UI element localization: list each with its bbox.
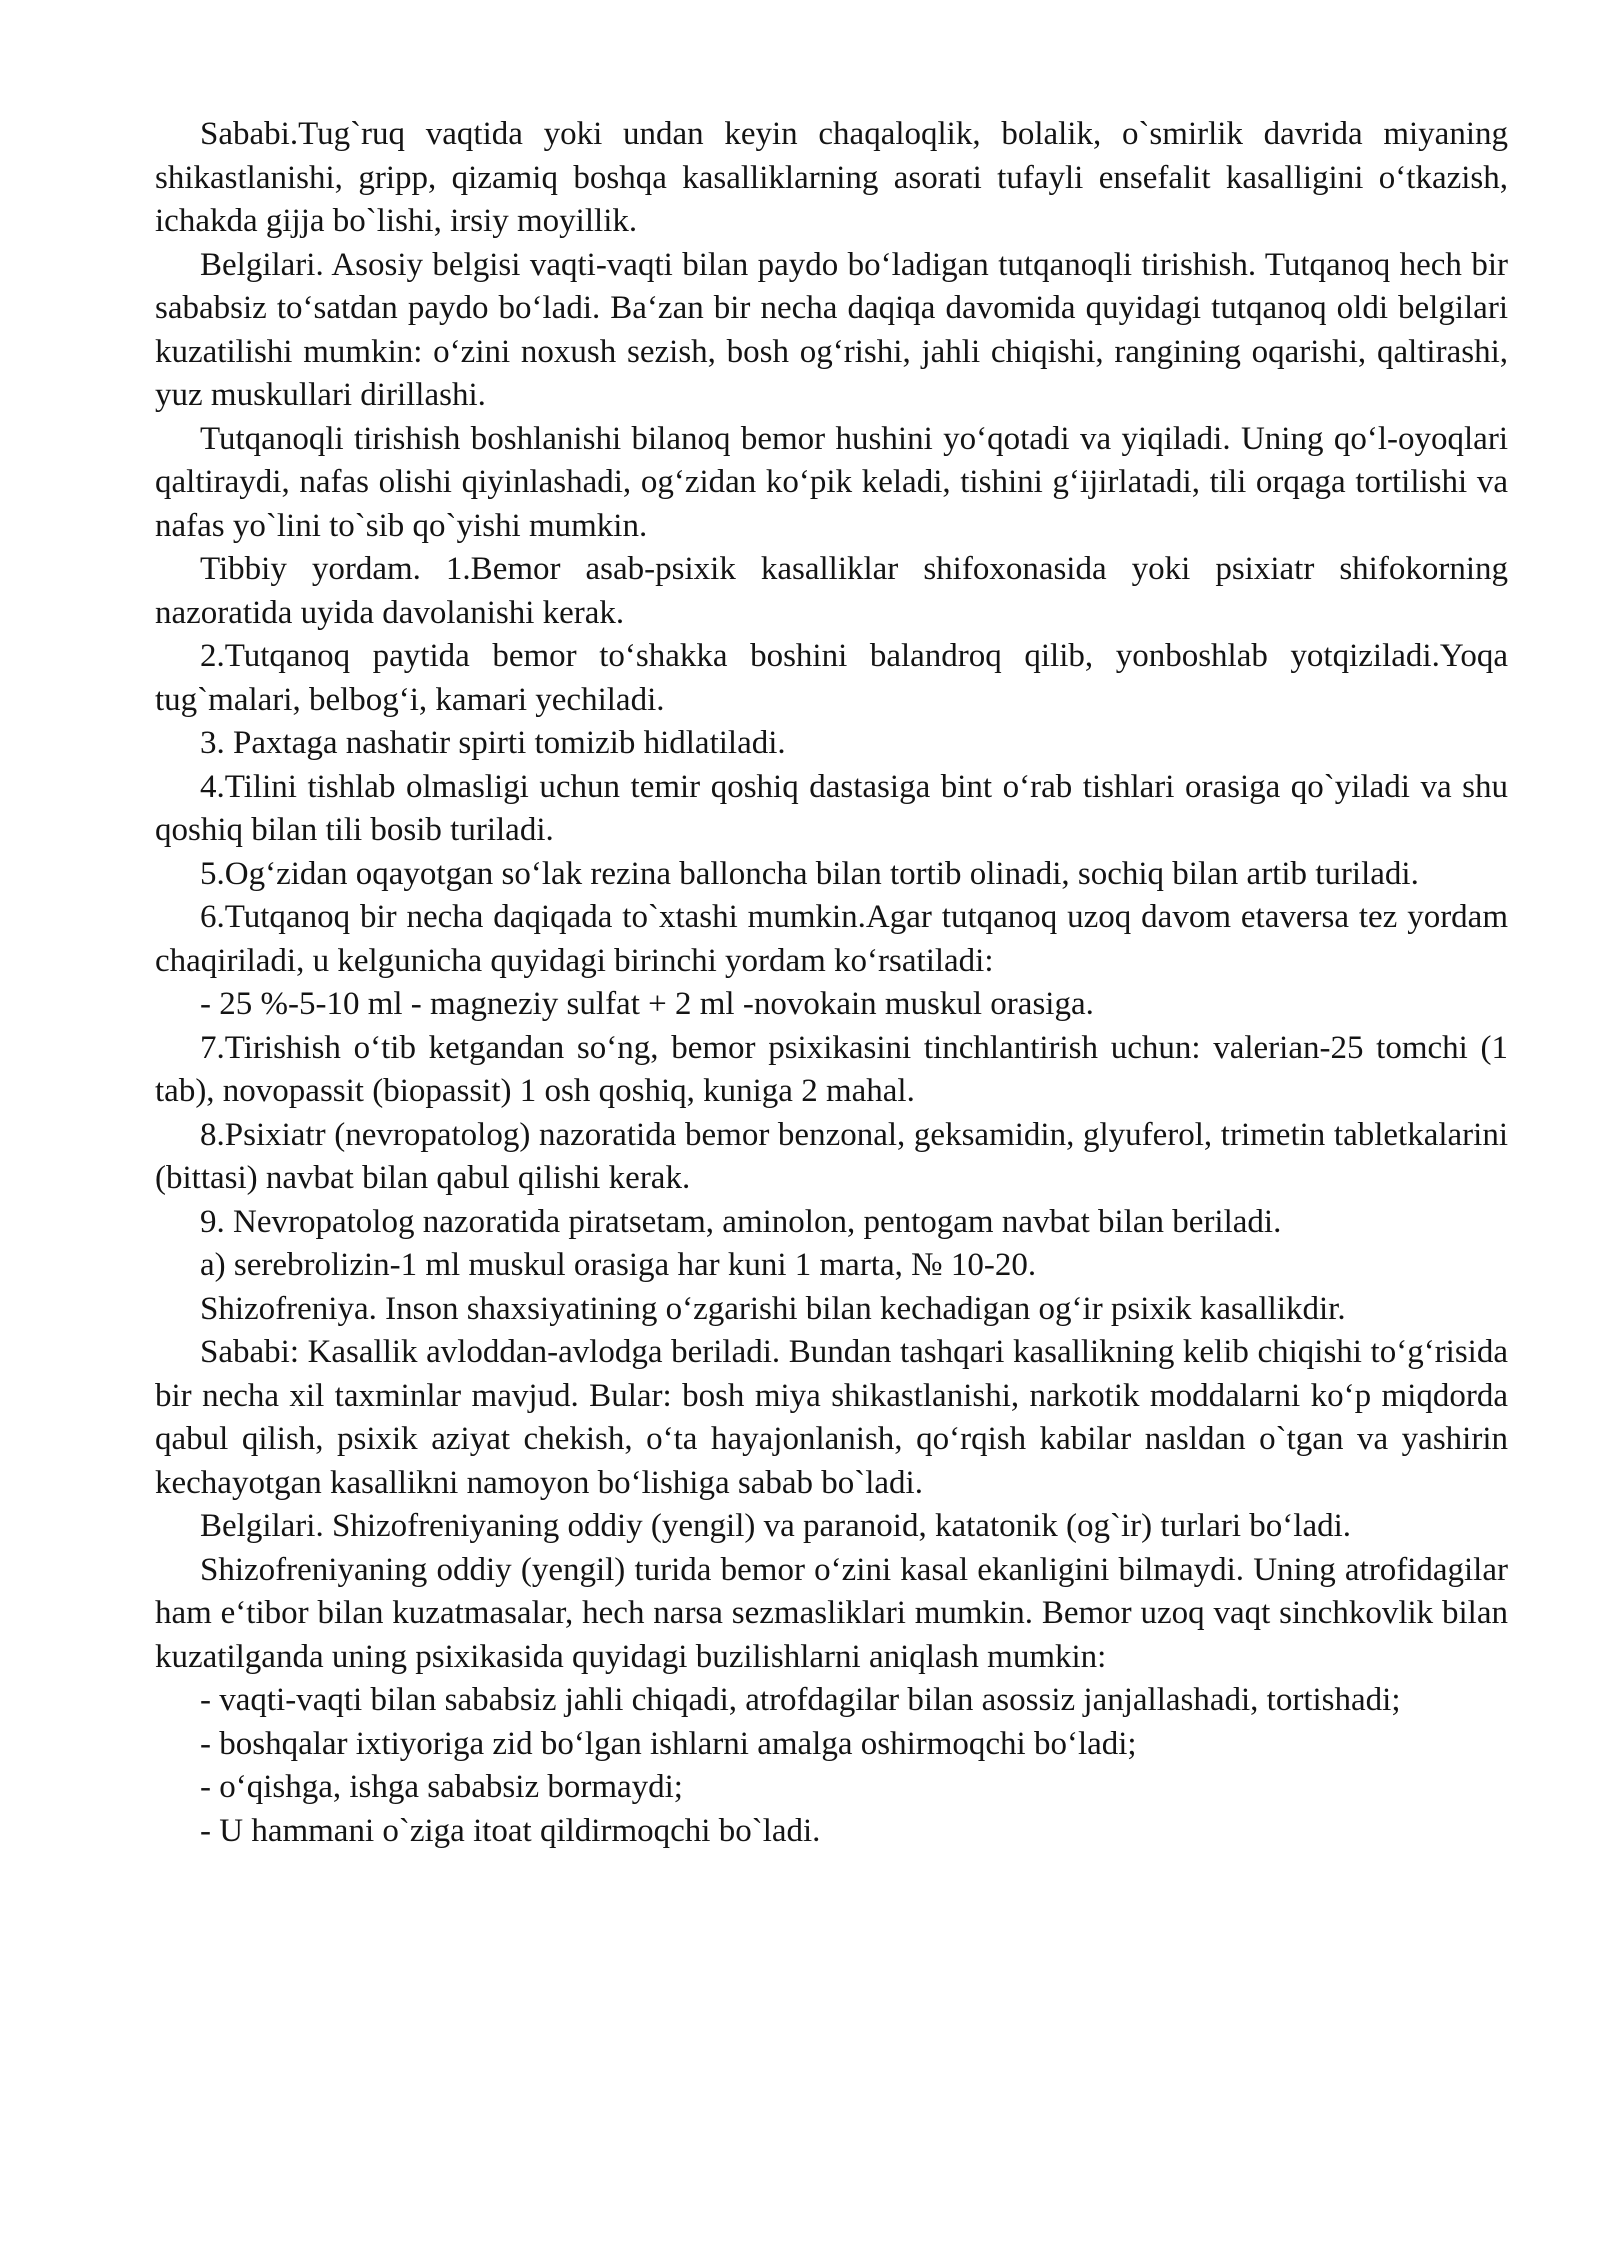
paragraph-step-6: 6.Tutqanoq bir necha daqiqada to`xtashi mumkin.Agar tutqanoq uzoq davom etaversa tez yordam chaqiriladi, u kelgunicha quyidagi birinchi yordam ko‘rsatiladi: (155, 899, 1508, 979)
paragraph-tibbiy-yordam: Tibbiy yordam. 1.Bemor asab-psixik kasalliklar shifoxonasida yoki psixiatr shifokorning nazoratida uyida davolanishi kerak. (155, 551, 1508, 631)
paragraph-shizofreniya-sababi: Sababi: Kasallik avloddan-avlodga beriladi. Bundan tashqari kasallikning kelib chiqishi to‘g‘risida bir necha xil taxminlar mavjud. Bular: bosh miya shikastlanishi, narkotik moddalarni ko‘p miqdorda qabul qilish, psixik aziyat chekish, o‘ta hayajonlanish, qo‘rqish kabilar nasldan o`tgan va yashirin kechayotgan kasallikni namoyon bo‘lishiga sabab bo`ladi. (155, 1334, 1508, 1501)
paragraph-step-4: 4.Tilini tishlab olmasligi uchun temir qoshiq dastasiga bint o‘rab tishlari orasiga qo`yiladi va shu qoshiq bilan tili bosib turiladi. (155, 768, 1508, 848)
paragraph-oddiy-turi: Shizofreniyaning oddiy (yengil) turida bemor o‘zini kasal ekanligini bilmaydi. Uning atrofidagilar ham e‘tibor bilan kuzatmasalar, hech narsa sezmasliklari mumkin. Bemor uzoq vaqt sinchkovlik bilan kuzatilganda uning psixikasida quyidagi buzilishlarni aniqlash mumkin: (155, 1551, 1508, 1675)
list-item-symptom-2: - boshqalar ixtiyoriga zid bo‘lgan ishlarni amalga oshirmoqchi bo‘ladi; (200, 1725, 1137, 1762)
paragraph-step-9a: a) serebrolizin-1 ml muskul orasiga har kuni 1 marta, № 10-20. (200, 1247, 1037, 1283)
paragraph-step-7: 7.Tirishish o‘tib ketgandan so‘ng, bemor psixikasini tinchlantirish uchun: valerian-25 tomchi (1 tab), novopassit (biopassit) 1 osh qoshiq, kuniga 2 mahal. (155, 1029, 1508, 1109)
paragraph-dosage-line: - 25 %-5-10 ml - magneziy sulfat + 2 ml -novokain muskul orasiga. (200, 986, 1094, 1022)
paragraph-sababi: Sababi.Tug`ruq vaqtida yoki undan keyin chaqaloqlik, bolalik, o`smirlik davrida miyaning shikastlanishi, gripp, qizamiq boshqa kasalliklarning asorati tufayli ensefalit kasalligini o‘tkazish, ichakda gijja bo`lishi, irsiy moyillik. (155, 116, 1508, 239)
paragraph-step-8: 8.Psixiatr (nevropatolog) nazoratida bemor benzonal, geksamidin, glyuferol, trimetin tabletkalarini (bittasi) navbat bilan qabul qilishi kerak. (155, 1116, 1508, 1196)
paragraph-step-9: 9. Nevropatolog nazoratida piratsetam, aminolon, pentogam navbat bilan beriladi. (200, 1203, 1282, 1240)
list-item-symptom-3: - o‘qishga, ishga sababsiz bormaydi; (200, 1769, 683, 1805)
paragraph-step-2: 2.Tutqanoq paytida bemor to‘shakka boshini balandroq qilib, yonboshlab yotqiziladi.Yoqa tug`malari, belbog‘i, kamari yechiladi. (155, 638, 1508, 718)
paragraph-tutqanoqli-tirishish: Tutqanoqli tirishish boshlanishi bilanoq bemor hushini yo‘qotadi va yiqiladi. Uning qo‘l-oyoqlari qaltiraydi, nafas olishi qiyinlashadi, og‘zidan ko‘pik keladi, tishini g‘ijirlatadi, tili orqaga tortilishi va nafas yo`lini to`sib qo`yishi mumkin. (155, 420, 1508, 544)
list-item-symptom-4: - U hammani o`ziga itoat qildirmoqchi bo`ladi. (200, 1812, 821, 1849)
list-item-symptom-1: - vaqti-vaqti bilan sababsiz jahli chiqadi, atrofdagilar bilan asossiz janjallashadi, tortishadi; (200, 1682, 1401, 1718)
paragraph-shizofreniya-belgilari: Belgilari. Shizofreniyaning oddiy (yengil) va paranoid, katatonik (og`ir) turlari bo‘ladi. (200, 1508, 1352, 1544)
paragraph-belgilari: Belgilari. Asosiy belgisi vaqti-vaqti bilan paydo bo‘ladigan tutqanoqli tirishish. Tutqanoq hech bir sababsiz to‘satdan paydo bo‘ladi. Ba‘zan bir necha daqiqa davomida quyidagi tutqanoq oldi belgilari kuzatilishi mumkin: o‘zini noxush sezish, bosh og‘rishi, jahli chiqishi, rangining oqarishi, qaltirashi, yuz muskullari dirillashi. (155, 246, 1508, 413)
paragraph-step-3: 3. Paxtaga nashatir spirti tomizib hidlatiladi. (200, 725, 786, 761)
paragraph-step-5: 5.Og‘zidan oqayotgan so‘lak rezina balloncha bilan tortib olinadi, sochiq bilan artib turiladi. (200, 855, 1419, 892)
document-body (155, 113, 1508, 1853)
paragraph-shizofreniya: Shizofreniya. Inson shaxsiyatining o‘zgarishi bilan kechadigan og‘ir psixik kasallikdir. (200, 1290, 1346, 1327)
